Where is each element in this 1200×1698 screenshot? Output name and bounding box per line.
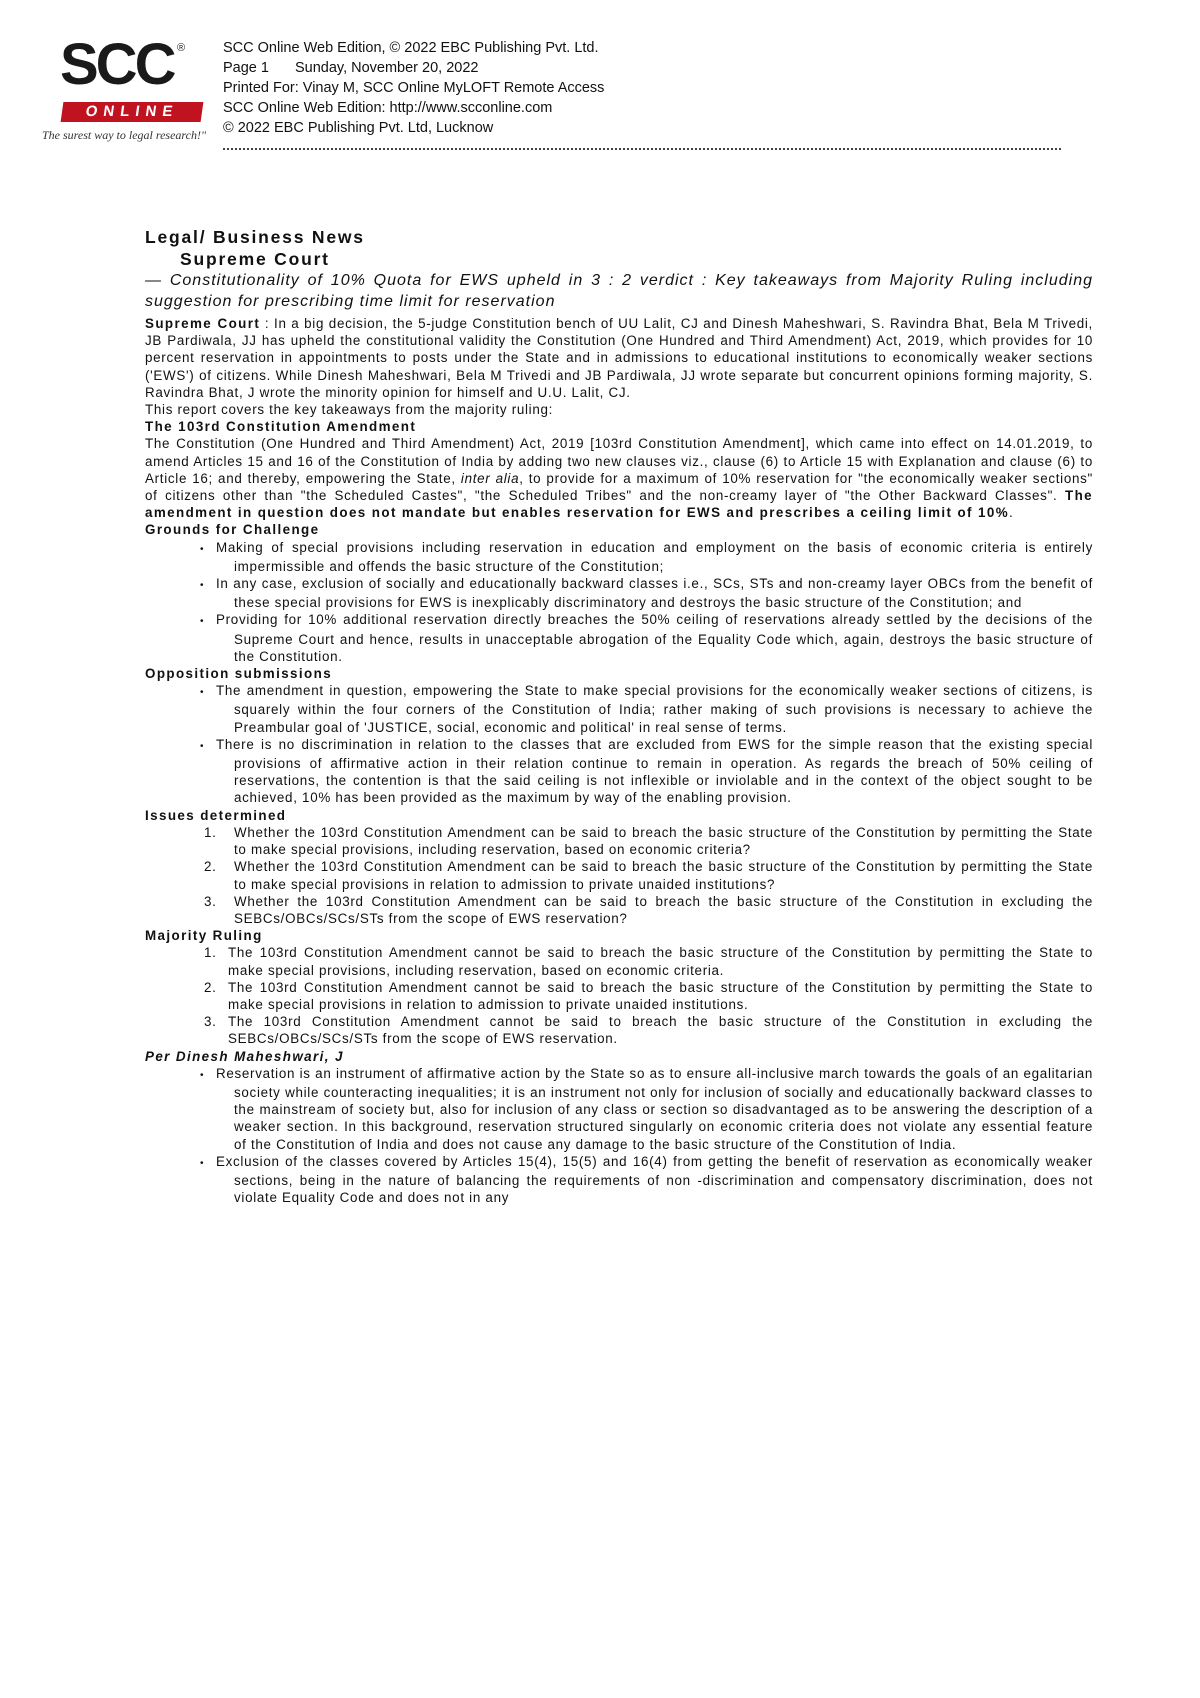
list-item	[145, 575, 1093, 611]
bullet-icon: •	[200, 616, 205, 628]
grounds-list	[145, 539, 1093, 665]
list-item: 1. Whether the 103rd Constitution Amendment can be said to breach the basic structure of the Constitution by permitting the State to make special provisions, including reservation, based on economic criteria?	[204, 824, 1093, 858]
amendment-italic: inter alia	[460, 470, 520, 486]
section-heading-opposition: Opposition submissions	[145, 666, 333, 682]
list-item	[145, 1153, 1093, 1207]
print-date: Sunday, November 20, 2022	[294, 60, 479, 76]
page-number: Page 1	[223, 60, 269, 76]
section-heading-majority-ruling: Majority Ruling	[145, 928, 263, 944]
section-heading-grounds: Grounds for Challenge	[145, 522, 320, 538]
article-court: Supreme Court	[180, 249, 330, 269]
list-item	[145, 611, 1093, 665]
registered-mark: ®	[177, 42, 186, 54]
bullet-icon: •	[200, 687, 205, 699]
section-heading-per-maheshwari: Per Dinesh Maheshwari, J	[145, 1048, 344, 1064]
list-item: 2. Whether the 103rd Constitution Amendment can be said to breach the basic structure of the Constitution by permitting the State to make special provisions in relation to admission to private unaided institutions?	[204, 859, 1093, 892]
list-item-text: Whether the 103rd Constitution Amendment can be said to breach the basic structure of the Constitution by permitting the State to make special provisions, including reservation, based on economic criteria?	[234, 824, 1093, 858]
list-item	[145, 1065, 1093, 1153]
scc-online-logo	[38, 32, 218, 146]
amendment-end: .	[1009, 505, 1014, 521]
bullet-icon: •	[200, 1069, 205, 1081]
list-item-text: In any case, exclusion of socially and educationally backward classes i.e., SCs, STs and non-creamy layer OBCs from the benefit of these special provisions for EWS is inexplicably discriminatory and destroys the basic structure of the Constitution; and	[216, 576, 1093, 611]
bullet-icon: •	[200, 1157, 205, 1169]
list-item: 3. Whether the 103rd Constitution Amendment can be said to breach the basic structure of the Constitution in excluding the SEBCs/OBCs/SCs/STs from the scope of EWS reservation?	[204, 893, 1093, 926]
header-page-line	[223, 58, 604, 78]
intro-paragraph	[145, 315, 1093, 401]
per-maheshwari-list	[145, 1065, 1093, 1207]
print-header	[223, 38, 604, 138]
list-item-text: Exclusion of the classes covered by Articles 15(4), 15(5) and 16(4) from getting the benefit of reservation as economically weaker sections, being in the nature of balancing the requirements of non -discrimination and compensatory discrimination, does not violate Equality Code and does not in any	[216, 1153, 1093, 1206]
amendment-text-2: , to provide for a maximum of 10% reservation for "the economically weaker sections" of citizens other than "the Scheduled Castes", "the Scheduled Tribes" and the non-creamy layer of "the Other Backward Classes".	[145, 470, 1093, 504]
ruling-list	[145, 944, 1093, 1047]
bullet-icon: •	[200, 740, 205, 752]
amendment-bold: The amendment in question does not mandate but enables reservation for EWS and prescribes a ceiling limit of 10%	[145, 488, 1093, 521]
section-heading-issues: Issues determined	[145, 807, 287, 823]
list-item-text: Whether the 103rd Constitution Amendment can be said to breach the basic structure of the Constitution in excluding the SEBCs/OBCs/SCs/STs from the scope of EWS reservation?	[234, 893, 1093, 926]
amendment-paragraph	[145, 435, 1093, 521]
opposition-list	[145, 682, 1093, 806]
amendment-text-1: The Constitution (One Hundred and Third Amendment) Act, 2019 [103rd Constitution Amendment], which came into effect on 14.01.2019, to amend Articles 15 and 16 of the Constitution of India by adding two new clauses viz., clause (6) to Article 15 with Explanation and clause (6) to Article 16; and thereby, empowering the State,	[145, 436, 1093, 486]
list-item	[145, 736, 1093, 807]
list-item-text: The 103rd Constitution Amendment cannot be said to breach the basic structure of the Constitution in excluding the SEBCs/OBCs/SCs/STs from the scope of EWS reservation.	[228, 1014, 1093, 1047]
logo-wordmark: SCC	[60, 32, 174, 97]
header-copyright: © 2022 EBC Publishing Pvt. Ltd, Lucknow	[223, 120, 494, 136]
list-item-text: Whether the 103rd Constitution Amendment can be said to breach the basic structure of the Constitution by permitting the State to make special provisions in relation to admission to private unaided institutions?	[234, 859, 1093, 892]
section-heading-amendment: The 103rd Constitution Amendment	[145, 419, 417, 435]
bullet-icon: •	[200, 543, 205, 555]
list-item-text: Making of special provisions including reservation in education and employment on the basis of economic criteria is entirely impermissible and offends the basic structure of the Constitution;	[216, 539, 1093, 574]
logo-band: ONLINE	[61, 102, 204, 122]
header-printed-for: Printed For: Vinay M, SCC Online MyLOFT Remote Access	[223, 80, 605, 96]
article-category: Legal/ Business News	[145, 227, 365, 247]
list-item-text: The amendment in question, empowering the State to make special provisions for the economically weaker sections of citizens, is squarely within the four corners of the Constitution of India; rather making of such provisions is necessary to achieve the Preambular goal of 'JUSTICE, social, economic and political' in real sense of terms.	[216, 683, 1093, 735]
article-headline: — Constitutionality of 10% Quota for EWS upheld in 3 : 2 verdict : Key takeaways from Majority Ruling including suggestion for prescribing time limit for reservation	[145, 272, 1093, 310]
header-edition: SCC Online Web Edition, © 2022 EBC Publishing Pvt. Ltd.	[223, 40, 599, 56]
list-item-text: There is no discrimination in relation to the classes that are excluded from EWS for the simple reason that the existing special provisions of affirmative action in their relation continue to remain in operation. As regards the breach of 50% ceiling of reservations, the contention is that the said ceiling is not inflexible or inviolable and in the context of the object sought to be achieved, 10% has been provided as the maximum by way of the enabling provision.	[216, 736, 1093, 806]
list-item	[145, 539, 1093, 575]
issues-list	[145, 824, 1093, 927]
article-body	[145, 226, 1093, 1206]
list-item: 2. The 103rd Constitution Amendment cannot be said to breach the basic structure of the Constitution by permitting the State to make special provisions in relation to admission to private unaided institutions.	[204, 979, 1093, 1012]
header-website: SCC Online Web Edition: http://www.scconline.com	[223, 100, 553, 116]
list-item	[145, 682, 1093, 736]
bullet-icon: •	[200, 580, 205, 592]
header-divider	[223, 148, 1061, 150]
report-line: This report covers the key takeaways from the majority ruling:	[145, 402, 554, 418]
intro-text: : In a big decision, the 5-judge Constitution bench of UU Lalit, CJ and Dinesh Maheshwari, S. Ravindra Bhat, Bela M Trivedi, JB Pardiwala, JJ has upheld the constitutional validity the Constitution (One Hundred and Third Amendment) Act, 2019, which provides for 10 percent reservation in appointments to posts under the State and in admissions to educational institutions to economically weaker sections ('EWS') of citizens. While Dinesh Maheshwari, Bela M Trivedi and JB Pardiwala, JJ wrote separate but concurrent opinions forming majority, S. Ravindra Bhat, J wrote the minority opinion for himself and U.U. Lalit, CJ.	[145, 316, 1093, 400]
list-item-text: The 103rd Constitution Amendment cannot be said to breach the basic structure of the Constitution by permitting the State to make special provisions in relation to admission to private unaided institutions.	[228, 979, 1093, 1012]
list-item-text: Providing for 10% additional reservation directly breaches the 50% ceiling of reservations already settled by the decisions of the Supreme Court and hence, results in unacceptable abrogation of the Equality Code which, again, destroys the basic structure of the Constitution.	[216, 612, 1093, 664]
intro-lead: Supreme Court	[145, 316, 261, 331]
list-item: 3. The 103rd Constitution Amendment cannot be said to breach the basic structure of the Constitution in excluding the SEBCs/OBCs/SCs/STs from the scope of EWS reservation.	[204, 1014, 1093, 1047]
list-item-text: The 103rd Constitution Amendment cannot be said to breach the basic structure of the Constitution by permitting the State to make special provisions, including reservation, based on economic criteria.	[228, 945, 1093, 978]
list-item-text: Reservation is an instrument of affirmative action by the State so as to ensure all-inclusive march towards the goals of an egalitarian society while counteracting inequalities; it is an instrument not only for inclusion of socially and educationally backward classes to the mainstream of society but, also for inclusion of any class or section so disadvantaged as to be answering the description of a weaker section. In this background, reservation structured singularly on economic criteria does not violate any essential feature of the Constitution of India and does not cause any damage to the basic structure of the Constitution of India.	[216, 1065, 1093, 1152]
list-item: 1. The 103rd Constitution Amendment cannot be said to breach the basic structure of the Constitution by permitting the State to make special provisions, including reservation, based on economic criteria.	[204, 945, 1093, 978]
logo-tagline: The surest way to legal research!"	[42, 128, 207, 142]
